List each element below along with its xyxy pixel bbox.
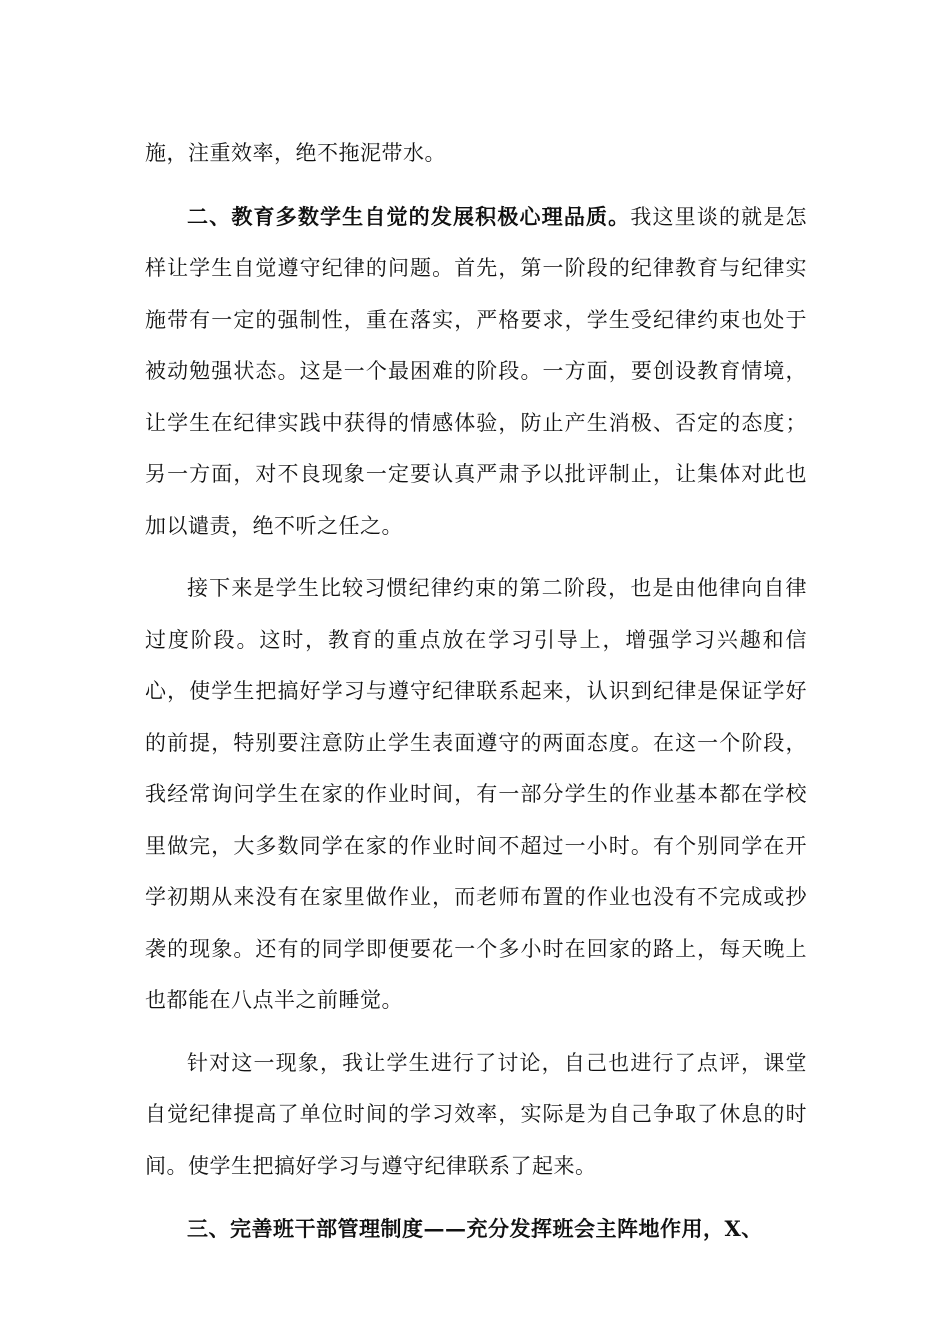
section-heading: 二、教育多数学生自觉的发展积极心理品质。 bbox=[187, 203, 631, 229]
paragraph-text: 接下来是学生比较习惯纪律约束的第二阶段，也是由他律向自律过度阶段。这时，教育的重点放在学习引导上，增强学习兴趣和信心，使学生把搞好学习与遵守纪律联系起来，认识到纪律是保证学好的前提，特别要注意防止学生表面遵守的两面态度。在这一个阶段，我经常询问学生在家的作业时间，有一部分学生的作业基本都在学校里做完，大多数同学在家的作业时间不超过一小时。有个别同学在开学初期从来没有在家里做作业，而老师布置的作业也没有不完成或抄袭的现象。还有的同学即便要花一个多小时在回家的路上，每天晚上也都能在八点半之前睡觉。 bbox=[145, 576, 807, 1012]
paragraph-text: 我这里谈的就是怎样让学生自觉遵守纪律的问题。首先，第一阶段的纪律教育与纪律实施带有一定的强制性，重在落实，严格要求，学生受纪律约束也处于被动勉强状态。这是一个最困难的阶段。一方面，要创设教育情境，让学生在纪律实践中获得的情感体验，防止产生消极、否定的态度；另一方面，对不良现象一定要认真严肃予以批评制止，让集体对此也加以谴责，绝不听之任之。 bbox=[145, 204, 808, 538]
paragraph-section-two bbox=[145, 191, 807, 553]
paragraph-continuation bbox=[145, 128, 807, 180]
paragraph-text: 施，注重效率，绝不拖泥带水。 bbox=[145, 141, 446, 165]
paragraph-discussion bbox=[145, 1038, 807, 1193]
paragraph-section-three bbox=[145, 1203, 807, 1256]
section-heading: 三、完善班干部管理制度——充分发挥班会主阵地作用，X、 bbox=[187, 1216, 763, 1241]
paragraph-second-stage bbox=[145, 563, 807, 1027]
paragraph-text: 针对这一现象，我让学生进行了讨论，自己也进行了点评，课堂自觉纪律提高了单位时间的学习效率，实际是为自己争取了休息的时间。使学生把搞好学习与遵守纪律联系了起来。 bbox=[145, 1050, 807, 1178]
document-page bbox=[145, 128, 807, 1256]
